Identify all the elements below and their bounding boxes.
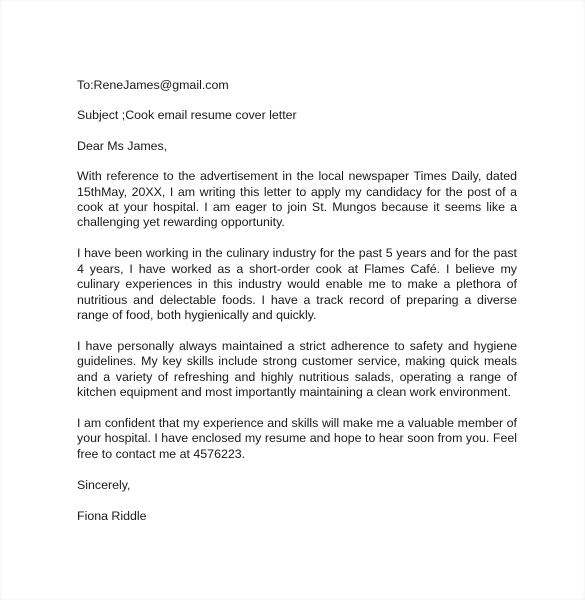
subject-line: Subject ;Cook email resume cover letter xyxy=(77,108,297,123)
salutation: Dear Ms James, xyxy=(77,138,168,153)
recipient-line: To:ReneJames@gmail.com xyxy=(77,78,229,92)
closing: Sincerely, xyxy=(77,477,131,492)
body-paragraph-1: With reference to the advertisement in the local newspaper Times Daily, dated 15thMay, 20XX, I am writing this letter to apply my candidacy for the post of a cook at your hospital. I am eager to join St. Mungos because it seems like a challenging yet rewarding opportunity. xyxy=(77,169,517,230)
body-paragraph-3: I have personally always maintained a strict adherence to safety and hygiene guidelines. My key skills include strong customer service, making quick meals and a variety of refreshing and highly nutritious salads, operating a range of kitchen equipment and most importantly maintaining a clean work environment. xyxy=(77,338,517,400)
signature-name: Fiona Riddle xyxy=(77,508,147,523)
cover-letter xyxy=(77,78,517,524)
body-paragraph-4: I am confident that my experience and skills will make me a valuable member of your hospital. I have enclosed my resume and hope to hear soon from you. Feel free to contact me at 4576223. xyxy=(77,416,517,461)
body-paragraph-2: I have been working in the culinary industry for the past 5 years and for the past 4 years, I have worked as a short-order cook at Flames Café. I believe my culinary experiences in this industry would enable me to make a plethora of nutritious and delectable foods. I have a track record of preparing a diverse range of food, both hygienically and quickly. xyxy=(77,246,517,322)
